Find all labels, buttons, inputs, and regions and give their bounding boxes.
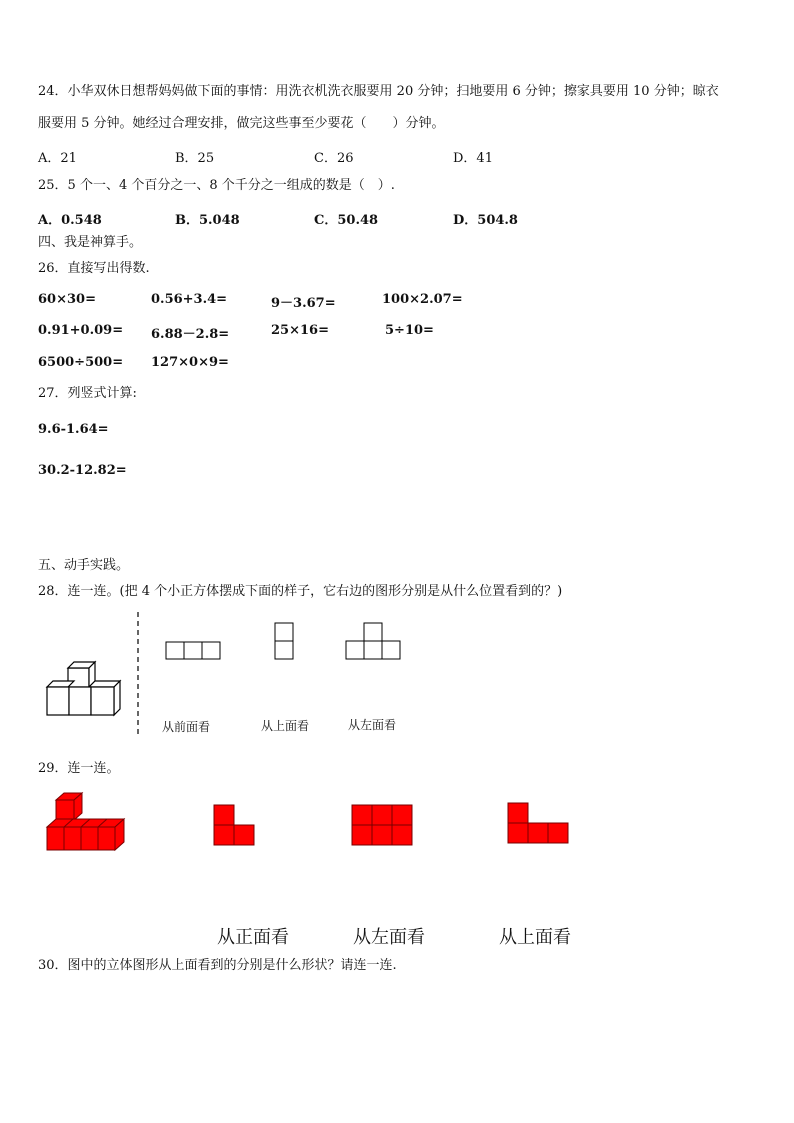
section-5-heading: 五、动手实践。 (38, 558, 130, 573)
q24-stem-line2: 服要用 5 分钟。她经过合理安排，做完这些事至少要花（ ）分钟。 (38, 116, 445, 131)
q25-option-c: C．50.48 (314, 213, 379, 228)
q28-stem: 28．连一连。(把 4 个小正方体摆成下面的样子，它右边的图形分别是从什么位置看到的？) (38, 584, 563, 599)
q28-view-left (345, 622, 403, 660)
q25-option-b: B．5.048 (175, 213, 240, 228)
q29-label-front: 从正面看 (217, 927, 289, 948)
q24-option-b: B．25 (175, 151, 215, 166)
q27-item-2: 30.2-12.82= (38, 463, 127, 478)
q25-option-d: D．504.8 (453, 213, 518, 228)
q29-view-3 (507, 802, 569, 844)
q24-option-c: C．26 (314, 151, 354, 166)
q26-calc-6: 6.88－2.8= (151, 327, 230, 342)
q25-stem: 25．5 个一、4 个百分之一、8 个千分之一组成的数是（ ）. (38, 178, 395, 193)
q28-cube-figure (44, 660, 126, 718)
q26-calc-9: 6500÷500= (38, 355, 124, 370)
q29-view-2 (351, 804, 413, 846)
section-4-heading: 四、我是神算手。 (38, 235, 143, 250)
q28-label-top: 从上面看 (261, 719, 310, 733)
q29-view-1 (213, 804, 255, 846)
q26-calc-2: 0.56+3.4= (151, 292, 228, 307)
q26-calc-3: 9－3.67= (271, 296, 336, 311)
q24-stem-line1: 24．小华双休日想帮妈妈做下面的事情：用洗衣机洗衣服要用 20 分钟；扫地要用 6 分钟；擦家具要用 10 分钟；晾衣 (38, 84, 719, 99)
q24-option-a: A．21 (38, 151, 77, 166)
q26-calc-7: 25×16= (271, 323, 329, 338)
q25-option-a: A．0.548 (38, 213, 102, 228)
q26-calc-10: 127×0×9= (151, 355, 229, 370)
q30-stem: 30．图中的立体图形从上面看到的分别是什么形状？请连一连. (38, 958, 397, 973)
q24-option-d: D．41 (453, 151, 493, 166)
q28-view-top (274, 622, 296, 660)
q27-stem: 27．列竖式计算: (38, 386, 137, 401)
q27-item-1: 9.6-1.64= (38, 422, 109, 437)
q29-label-left: 从左面看 (353, 927, 425, 948)
q26-calc-1: 60×30= (38, 292, 96, 307)
q28-label-left: 从左面看 (348, 718, 397, 732)
q26-calc-5: 0.91+0.09= (38, 323, 124, 338)
q29-solid-figure (46, 792, 128, 854)
q26-calc-4: 100×2.07= (382, 292, 463, 307)
q28-label-front: 从前面看 (162, 720, 211, 734)
q29-label-top: 从上面看 (499, 927, 571, 948)
q26-stem: 26．直接写出得数. (38, 261, 150, 276)
q26-calc-8: 5÷10= (385, 323, 434, 338)
q28-divider (136, 612, 140, 736)
q29-stem: 29．连一连。 (38, 761, 120, 776)
q28-view-front (165, 641, 221, 661)
